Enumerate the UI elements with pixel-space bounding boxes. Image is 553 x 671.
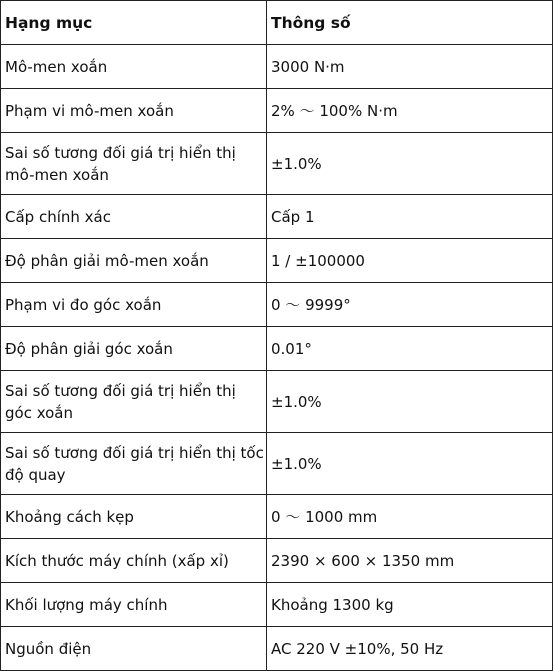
table-row xyxy=(1,495,553,539)
item-cell: Cấp chính xác xyxy=(1,195,267,239)
item-cell: Sai số tương đối giá trị hiển thị tốc độ quay xyxy=(1,433,267,495)
header-row xyxy=(1,1,553,45)
table-row xyxy=(1,45,553,89)
value-cell: 2390 × 600 × 1350 mm xyxy=(267,539,553,583)
item-cell: Nguồn điện xyxy=(1,627,267,671)
value-cell: 0 ～ 1000 mm xyxy=(267,495,553,539)
table-row xyxy=(1,583,553,627)
value-cell: ±1.0% xyxy=(267,371,553,433)
value-cell: AC 220 V ±10%, 50 Hz xyxy=(267,627,553,671)
item-cell: Kích thước máy chính (xấp xỉ) xyxy=(1,539,267,583)
item-cell: Phạm vi mô-men xoắn xyxy=(1,89,267,133)
value-cell: 2% ～ 100% N·m xyxy=(267,89,553,133)
table-row xyxy=(1,283,553,327)
item-cell: Khối lượng máy chính xyxy=(1,583,267,627)
item-cell: Độ phân giải góc xoắn xyxy=(1,327,267,371)
item-cell: Khoảng cách kẹp xyxy=(1,495,267,539)
value-cell: Cấp 1 xyxy=(267,195,553,239)
table-row xyxy=(1,239,553,283)
table-row xyxy=(1,133,553,195)
table-row xyxy=(1,627,553,671)
table-row xyxy=(1,539,553,583)
value-cell: Khoảng 1300 kg xyxy=(267,583,553,627)
item-cell: Mô-men xoắn xyxy=(1,45,267,89)
item-cell: Độ phân giải mô-men xoắn xyxy=(1,239,267,283)
value-cell: ±1.0% xyxy=(267,133,553,195)
item-cell: Sai số tương đối giá trị hiển thị góc xoắn xyxy=(1,371,267,433)
item-cell: Phạm vi đo góc xoắn xyxy=(1,283,267,327)
table-row xyxy=(1,371,553,433)
header-item: Hạng mục xyxy=(1,1,267,45)
table-row xyxy=(1,89,553,133)
value-cell: 3000 N·m xyxy=(267,45,553,89)
item-cell: Sai số tương đối giá trị hiển thị mô-men xoắn xyxy=(1,133,267,195)
value-cell: ±1.0% xyxy=(267,433,553,495)
value-cell: 1 / ±100000 xyxy=(267,239,553,283)
value-cell: 0 ～ 9999° xyxy=(267,283,553,327)
table-row xyxy=(1,195,553,239)
table-row xyxy=(1,433,553,495)
header-value: Thông số xyxy=(267,1,553,45)
value-cell: 0.01° xyxy=(267,327,553,371)
table-row xyxy=(1,327,553,371)
